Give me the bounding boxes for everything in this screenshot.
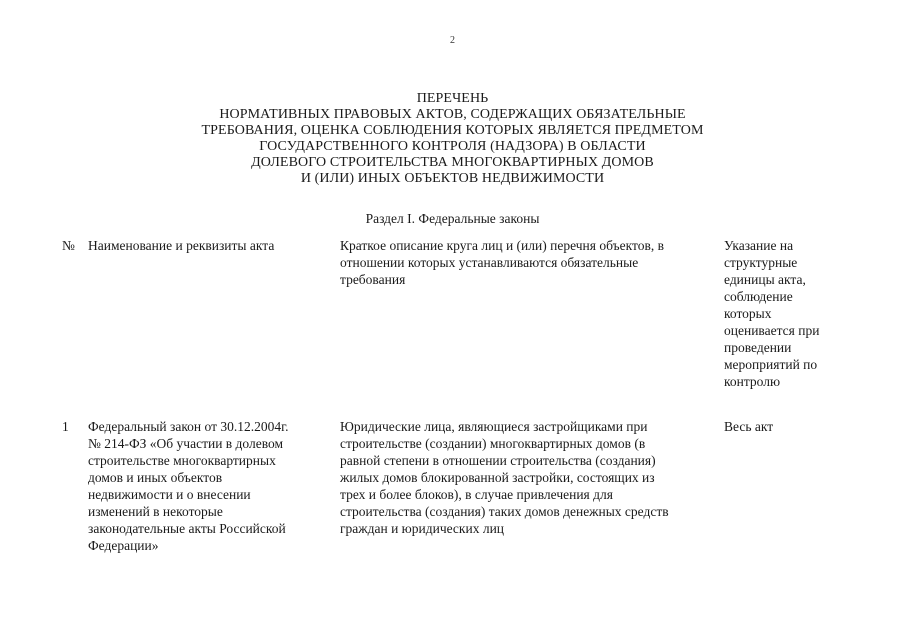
title-line: ПЕРЕЧЕНЬ (416, 91, 489, 106)
page-number: 2 (450, 35, 455, 46)
row-description: Юридические лица, являющиеся застройщиками при строительстве (создании) многоквартирных домов (в равной степени в отношении строительства (создания) жилых домов блокированной застройки, состоящих из трех и более блоков), в случае привлечения для строительства (создания) таких домов денежных средств граждан и юридических лиц (340, 419, 669, 536)
row-number: 1 (62, 419, 69, 434)
title-line: ДОЛЕВОГО СТРОИТЕЛЬСТВА МНОГОКВАРТИРНЫХ ДОМОВ (251, 155, 654, 170)
title-line: ГОСУДАРСТВЕННОГО КОНТРОЛЯ (НАДЗОРА) В ОБЛАСТИ (259, 139, 646, 154)
row-act-name: Федеральный закон от 30.12.2004г. № 214-ФЗ «Об участии в долевом строительстве многоквартирных домов и иных объектов недвижимости и о внесении изменений в некоторые законодательные акты Российской Федерации» (88, 419, 289, 553)
header-structural-units: Указание на структурные единицы акта, соблюдение которых оценивается при проведении мероприятий по контролю (724, 238, 820, 389)
document-title (0, 91, 905, 187)
section-heading: Раздел I. Федеральные законы (365, 211, 540, 226)
title-line: НОРМАТИВНЫХ ПРАВОВЫХ АКТОВ, СОДЕРЖАЩИХ ОБЯЗАТЕЛЬНЫЕ (219, 107, 686, 122)
title-line: ТРЕБОВАНИЯ, ОЦЕНКА СОБЛЮДЕНИЯ КОТОРЫХ ЯВЛЯЕТСЯ ПРЕДМЕТОМ (201, 123, 704, 138)
header-description: Краткое описание круга лиц и (или) перечня объектов, в отношении которых устанавливаются обязательные требования (340, 238, 664, 287)
header-number: № (62, 238, 75, 253)
title-line: И (ИЛИ) ИНЫХ ОБЪЕКТОВ НЕДВИЖИМОСТИ (300, 171, 605, 186)
header-act-name: Наименование и реквизиты акта (88, 238, 275, 253)
row-structural-units: Весь акт (724, 419, 774, 434)
